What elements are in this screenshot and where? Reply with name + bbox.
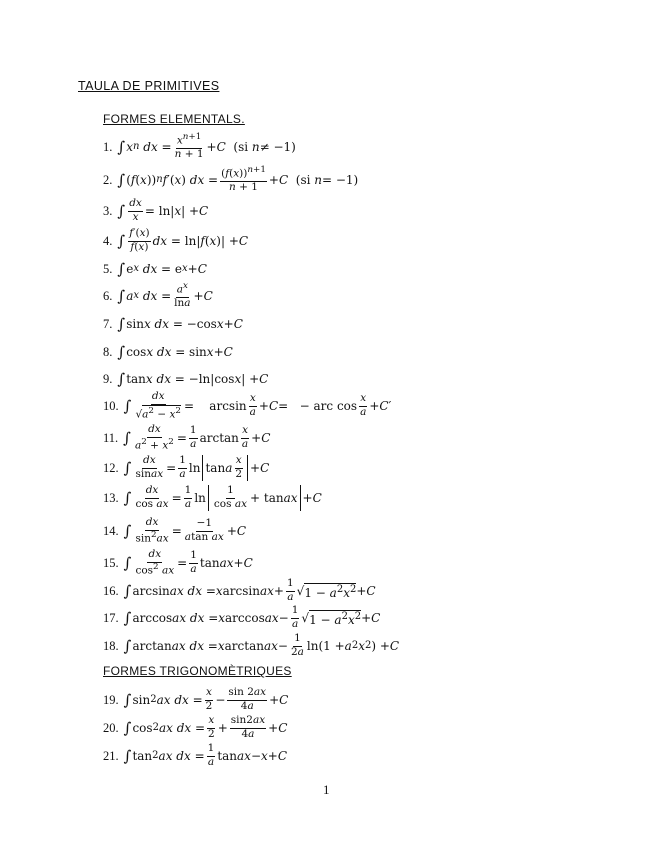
formula-11: 11. ∫ dx $a^2 + x^2$ = 1 a arctan x a + C <box>103 423 271 452</box>
formula-10: 10. ∫ dx $√a^2 - x^2$ = arcsin x a + C = − arc cos x a + C ′ <box>103 390 392 421</box>
formula-16: 16. ∫ arcsin ax dx = x arcsin ax + 1 a √ $1 - a^2x^2$ + C <box>103 577 376 603</box>
formula-19: 19. ∫ sin 2 ax dx = x 2 − sin 2ax 4a + C <box>103 686 289 712</box>
formula-6: 6. ∫ a x dx = $a^x$ lna + C <box>103 281 213 310</box>
formula-13: 13. ∫ dx cos ax = 1 a ln 1 cos ax + tan ax + C <box>103 484 322 510</box>
formula-14: 14. ∫ dx $\sin^2ax$ = −1 atan ax + C <box>103 516 247 545</box>
formula-9: 9. ∫ tan x dx = −ln|cos x | + C <box>103 369 269 388</box>
formula-15: 15. ∫ dx $\cos^2$ ax = 1 a tan ax + C <box>103 548 253 577</box>
section-heading-trigonometriques: FORMES TRIGONOMÈTRIQUES <box>103 664 292 678</box>
page-title: TAULA DE PRIMITIVES <box>78 79 220 93</box>
formula-17: 17. ∫ arccos ax dx = x arccos ax − 1 a √ $1 - a^2x^2$ + C <box>103 604 381 630</box>
formula-20: 20. ∫ cos 2 ax dx = x 2 + sin2ax 4a + C <box>103 714 288 740</box>
formula-2: 2. ∫ ( f ( x )) n f ′( x ) dx = $(f(x))^{n+1}$ n + 1 + C (si n = −1) <box>103 165 359 194</box>
formula-18: 18. ∫ arctan ax dx = x arctan ax − 1 2a ln(1 + a 2 x 2 ) + C <box>103 632 400 658</box>
formula-8: 8. ∫ cos x dx = sin x + C <box>103 342 233 361</box>
formula-5: 5. ∫ e x dx = e x + C <box>103 259 207 278</box>
formula-21: 21. ∫ tan 2 ax dx = 1 a tan ax − x + C <box>103 742 288 768</box>
formula-4: 4. ∫ f′(x) f(x) dx = ln| f ( x )| + C <box>103 227 249 253</box>
formula-3: 3. ∫ dx x = ln| x | + C <box>103 197 209 223</box>
formula-12: 12. ∫ dx sinax = 1 a ln tan a x 2 + C <box>103 454 270 480</box>
formula-7: 7. ∫ sin x dx = −cos x + C <box>103 314 243 333</box>
section-heading-elementals: FORMES ELEMENTALS. <box>103 112 245 126</box>
formula-1: 1. ∫ x n dx = $x^{n+1}$ n + 1 + C (si n ≠ −1) <box>103 132 296 161</box>
page-number: 1 <box>323 782 330 797</box>
